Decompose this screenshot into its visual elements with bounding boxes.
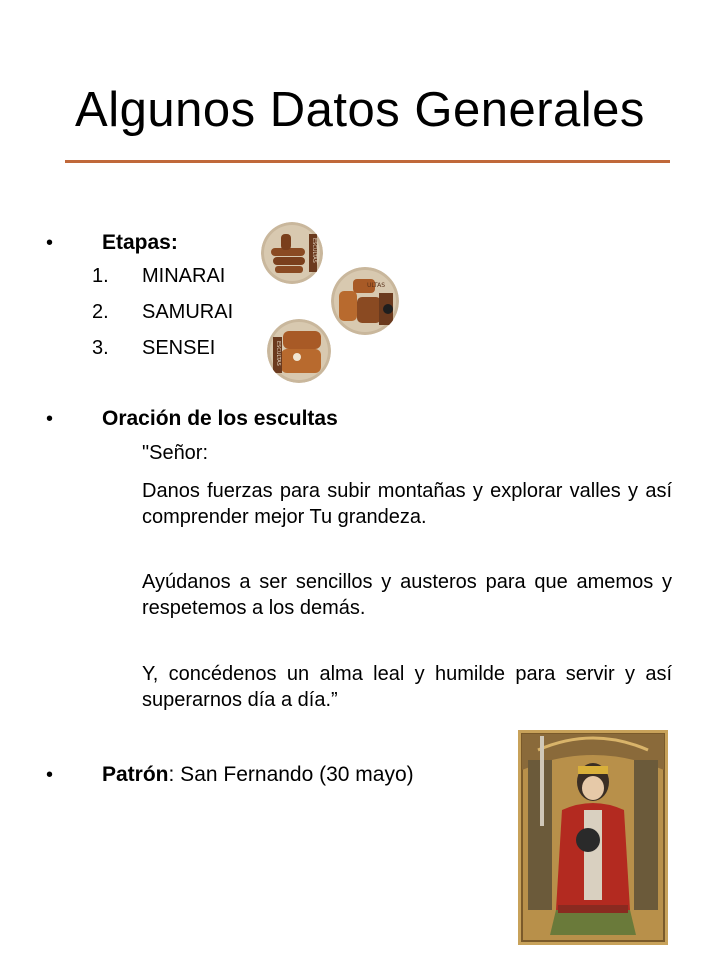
oracion-line-2: Danos fuerzas para subir montañas y explorar valles y así comprender mejor Tu grandeza. xyxy=(142,480,672,528)
minarai-badge-text: ESCULTAS xyxy=(311,238,317,263)
etapa-samurai: SAMURAI xyxy=(142,301,234,323)
samurai-badge-text: ULTAS xyxy=(367,282,386,289)
patron-text: : San Fernando (30 mayo) xyxy=(168,763,414,786)
bullet-patron: • xyxy=(46,764,54,786)
oracion-heading: Oración de los escultas xyxy=(102,407,338,430)
etapas-num-2: 2. xyxy=(92,301,109,323)
etapas-num-3: 3. xyxy=(92,337,109,359)
etapas-heading: Etapas: xyxy=(102,231,178,254)
patron-line xyxy=(102,763,414,787)
etapa-minarai: MINARAI xyxy=(142,265,226,287)
title-underline xyxy=(65,160,670,163)
minarai-badge-image xyxy=(261,222,323,284)
bullet-oracion: • xyxy=(46,408,54,430)
etapas-num-1: 1. xyxy=(92,265,109,287)
samurai-badge-image xyxy=(331,267,399,335)
oracion-line-1: "Señor: xyxy=(142,442,209,464)
oracion-line-3: Ayúdanos a ser sencillos y austeros para que amemos y respetemos a los demás. xyxy=(142,571,672,619)
bullet-etapas: • xyxy=(46,232,54,254)
slide-title: Algunos Datos Generales xyxy=(75,83,645,137)
sensei-badge-text: ESCULTAS xyxy=(275,341,281,366)
etapa-sensei: SENSEI xyxy=(142,337,216,359)
sensei-badge-image xyxy=(267,319,331,383)
san-fernando-portrait xyxy=(518,730,668,945)
oracion-line-4: Y, concédenos un alma leal y humilde para servir y así superarnos día a día.” xyxy=(142,663,672,711)
patron-label: Patrón xyxy=(102,763,169,786)
